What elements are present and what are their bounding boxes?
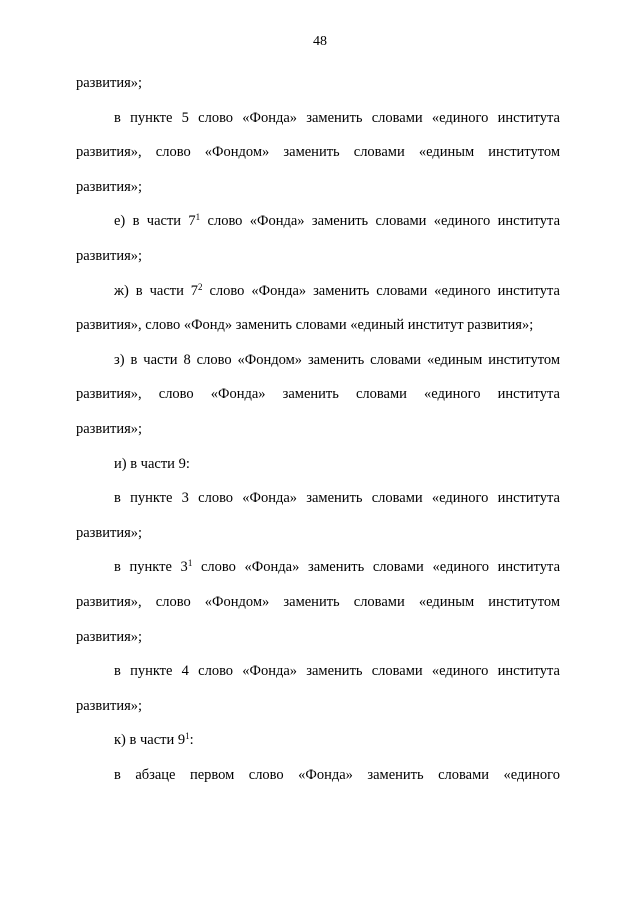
text-line (76, 758, 560, 793)
text-line (76, 550, 560, 585)
text-line (76, 689, 560, 724)
text-line-continuation: слово «Фонда» заменить словами «единого института (192, 559, 561, 576)
text-line (76, 620, 560, 655)
text-line-main: к) в части 9 (114, 732, 186, 749)
text-line-main: в пункте 5 слово «Фонда» заменить словами «единого института (114, 109, 560, 126)
page-number: 48 (313, 34, 327, 49)
text-line-main: в пункте 4 слово «Фонда» заменить словами «единого института (114, 663, 560, 680)
text-line (76, 412, 560, 447)
text-line (76, 66, 560, 101)
text-line-main: развития»; (76, 178, 143, 195)
text-line (76, 585, 560, 620)
text-line (76, 308, 560, 343)
text-line (76, 343, 560, 378)
text-line (76, 516, 560, 551)
text-line-continuation: слово «Фонда» заменить словами «единого института (202, 282, 560, 299)
text-line-main: развития»; (76, 420, 143, 437)
text-line (76, 204, 560, 239)
text-line-main: и) в части 9: (114, 455, 190, 472)
text-line-main: е) в части 7 (114, 213, 196, 230)
text-line-continuation: : (189, 732, 194, 749)
text-line-main: развития»; (76, 75, 143, 91)
text-line-main: в абзаце первом слово «Фонда» заменить словами «единого (114, 766, 560, 783)
text-line-main: в пункте 3 (114, 559, 188, 576)
text-line (76, 723, 560, 758)
text-line-main: в пункте 3 слово «Фонда» заменить словами «единого института (114, 490, 560, 507)
text-line (76, 239, 560, 274)
superscript: 2 (198, 281, 203, 292)
document-body (76, 66, 560, 792)
text-line (76, 447, 560, 482)
text-line-continuation: слово «Фонда» заменить словами «единого института (200, 213, 561, 230)
text-line-main: развития», слово «Фонда» заменить словами «единого института (76, 386, 560, 403)
text-line-main: развития», слово «Фондом» заменить словами «единым институтом (76, 144, 560, 161)
superscript: 1 (195, 212, 201, 223)
text-line (76, 170, 560, 205)
superscript: 1 (185, 731, 190, 742)
text-line (76, 377, 560, 412)
text-line (76, 481, 560, 516)
text-line (76, 101, 560, 136)
text-line (76, 274, 560, 309)
text-line-main: з) в части 8 слово «Фондом» заменить словами «единым институтом (114, 351, 560, 368)
text-line-main: развития»; (76, 628, 143, 645)
text-line-main: развития»; (76, 697, 143, 714)
text-line-main: развития»; (76, 247, 143, 264)
text-line-main: развития», слово «Фонд» заменить словами «единый институт развития»; (76, 317, 534, 334)
text-line-main: развития»; (76, 524, 143, 541)
text-line (76, 135, 560, 170)
text-line-main: ж) в части 7 (114, 282, 199, 299)
superscript: 1 (187, 558, 193, 569)
text-line-main: развития», слово «Фондом» заменить словами «единым институтом (76, 593, 560, 610)
text-line (76, 654, 560, 689)
